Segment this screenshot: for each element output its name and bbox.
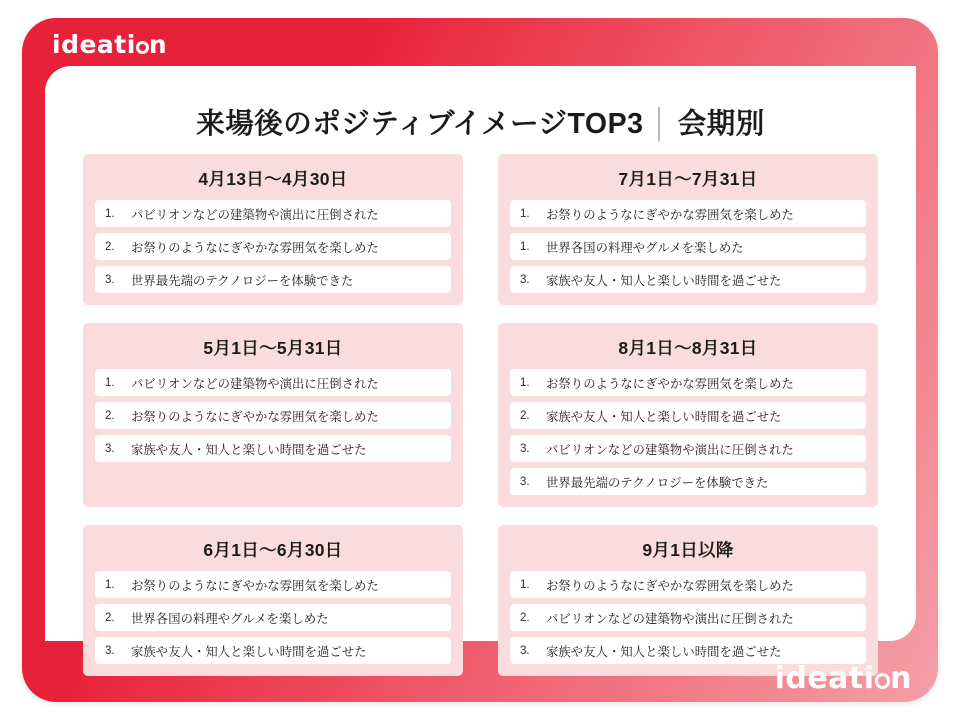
period-block	[498, 525, 878, 676]
rank-number: 3.	[520, 644, 530, 657]
period-title: 7月1日〜7月31日	[618, 169, 758, 189]
rank-number: 2.	[105, 611, 115, 624]
ranking-row	[95, 571, 451, 598]
ranking-row	[95, 435, 451, 462]
rank-number: 1.	[520, 207, 530, 220]
rank-label: 家族や友人・知人と楽しい時間を過ごせた	[546, 409, 782, 424]
ranking-row	[95, 233, 451, 260]
logo-ideation-bottom	[775, 661, 912, 696]
rank-label: お祭りのようなにぎやかな雰囲気を楽しめた	[546, 578, 794, 593]
rank-label: 世界最先端のテクノロジーを体験できた	[131, 273, 354, 288]
rank-number: 1.	[520, 578, 530, 591]
period-block	[83, 154, 463, 305]
ranking-row	[510, 604, 866, 631]
period-grid	[83, 154, 878, 676]
rank-label: パビリオンなどの建築物や演出に圧倒された	[131, 376, 379, 391]
rank-label: 世界最先端のテクノロジーを体験できた	[546, 475, 769, 490]
rank-label: 家族や友人・知人と楽しい時間を過ごせた	[131, 442, 367, 457]
rank-number: 1.	[520, 240, 530, 253]
ranking-row	[95, 402, 451, 429]
period-block	[83, 525, 463, 676]
content-card	[45, 66, 916, 659]
ranking-row	[510, 435, 866, 462]
rank-label: お祭りのようなにぎやかな雰囲気を楽しめた	[131, 578, 379, 593]
page-title-main: 来場後のポジティブイメージTOP3	[196, 108, 644, 140]
rank-number: 3.	[105, 644, 115, 657]
period-block	[83, 323, 463, 507]
ranking-row	[95, 266, 451, 293]
rank-number: 3.	[105, 442, 115, 455]
ranking-row	[95, 637, 451, 664]
rank-label: お祭りのようなにぎやかな雰囲気を楽しめた	[131, 240, 379, 255]
ranking-row	[510, 266, 866, 293]
period-title: 6月1日〜6月30日	[203, 540, 343, 560]
rank-number: 2.	[520, 409, 530, 422]
rank-number: 3.	[520, 475, 530, 488]
logo-o-icon-bottom	[875, 673, 891, 689]
ranking-row	[510, 200, 866, 227]
rank-label: パビリオンなどの建築物や演出に圧倒された	[131, 207, 379, 222]
page-title-sub: 会期別	[677, 108, 765, 140]
ranking-row	[510, 571, 866, 598]
rank-label: 世界各国の料理やグルメを楽しめた	[546, 240, 744, 255]
rank-number: 1.	[105, 578, 115, 591]
logo-text-bottom-suffix: n	[890, 661, 912, 696]
rank-number: 2.	[105, 409, 115, 422]
rank-label: パビリオンなどの建築物や演出に圧倒された	[546, 611, 794, 626]
ranking-row	[510, 637, 866, 664]
ranking-row	[510, 402, 866, 429]
logo-o-icon-top	[136, 41, 149, 54]
period-title: 9月1日以降	[642, 540, 734, 560]
period-block	[498, 323, 878, 507]
rank-label: お祭りのようなにぎやかな雰囲気を楽しめた	[546, 376, 794, 391]
rank-number: 2.	[105, 240, 115, 253]
rank-number: 3.	[520, 442, 530, 455]
period-title: 8月1日〜8月31日	[618, 338, 758, 358]
logo-text-bottom: ideati	[774, 661, 875, 696]
ranking-row	[510, 369, 866, 396]
ranking-row	[510, 233, 866, 260]
ranking-row	[510, 468, 866, 495]
period-title: 5月1日〜5月31日	[203, 338, 343, 358]
rank-number: 1.	[105, 207, 115, 220]
rank-label: 家族や友人・知人と楽しい時間を過ごせた	[131, 644, 367, 659]
rank-label: 家族や友人・知人と楽しい時間を過ごせた	[546, 644, 782, 659]
logo-ideation-top	[52, 30, 167, 59]
ranking-row	[95, 369, 451, 396]
rank-label: お祭りのようなにぎやかな雰囲気を楽しめた	[546, 207, 794, 222]
rank-label: パビリオンなどの建築物や演出に圧倒された	[546, 442, 794, 457]
page-title	[45, 101, 916, 142]
rank-label: 家族や友人・知人と楽しい時間を過ごせた	[546, 273, 782, 288]
rank-label: 世界各国の料理やグルメを楽しめた	[131, 611, 329, 626]
ranking-row	[95, 200, 451, 227]
rank-number: 1.	[520, 376, 530, 389]
rank-number: 3.	[105, 273, 115, 286]
rank-number: 1.	[105, 376, 115, 389]
rank-number: 2.	[520, 611, 530, 624]
ranking-row	[95, 604, 451, 631]
rank-label: お祭りのようなにぎやかな雰囲気を楽しめた	[131, 409, 379, 424]
period-title: 4月13日〜4月30日	[198, 169, 348, 189]
logo-text-top-suffix: n	[148, 30, 168, 59]
period-block	[498, 154, 878, 305]
page-title-separator: │	[651, 108, 670, 140]
logo-text-top: ideati	[52, 30, 136, 59]
rank-number: 3.	[520, 273, 530, 286]
